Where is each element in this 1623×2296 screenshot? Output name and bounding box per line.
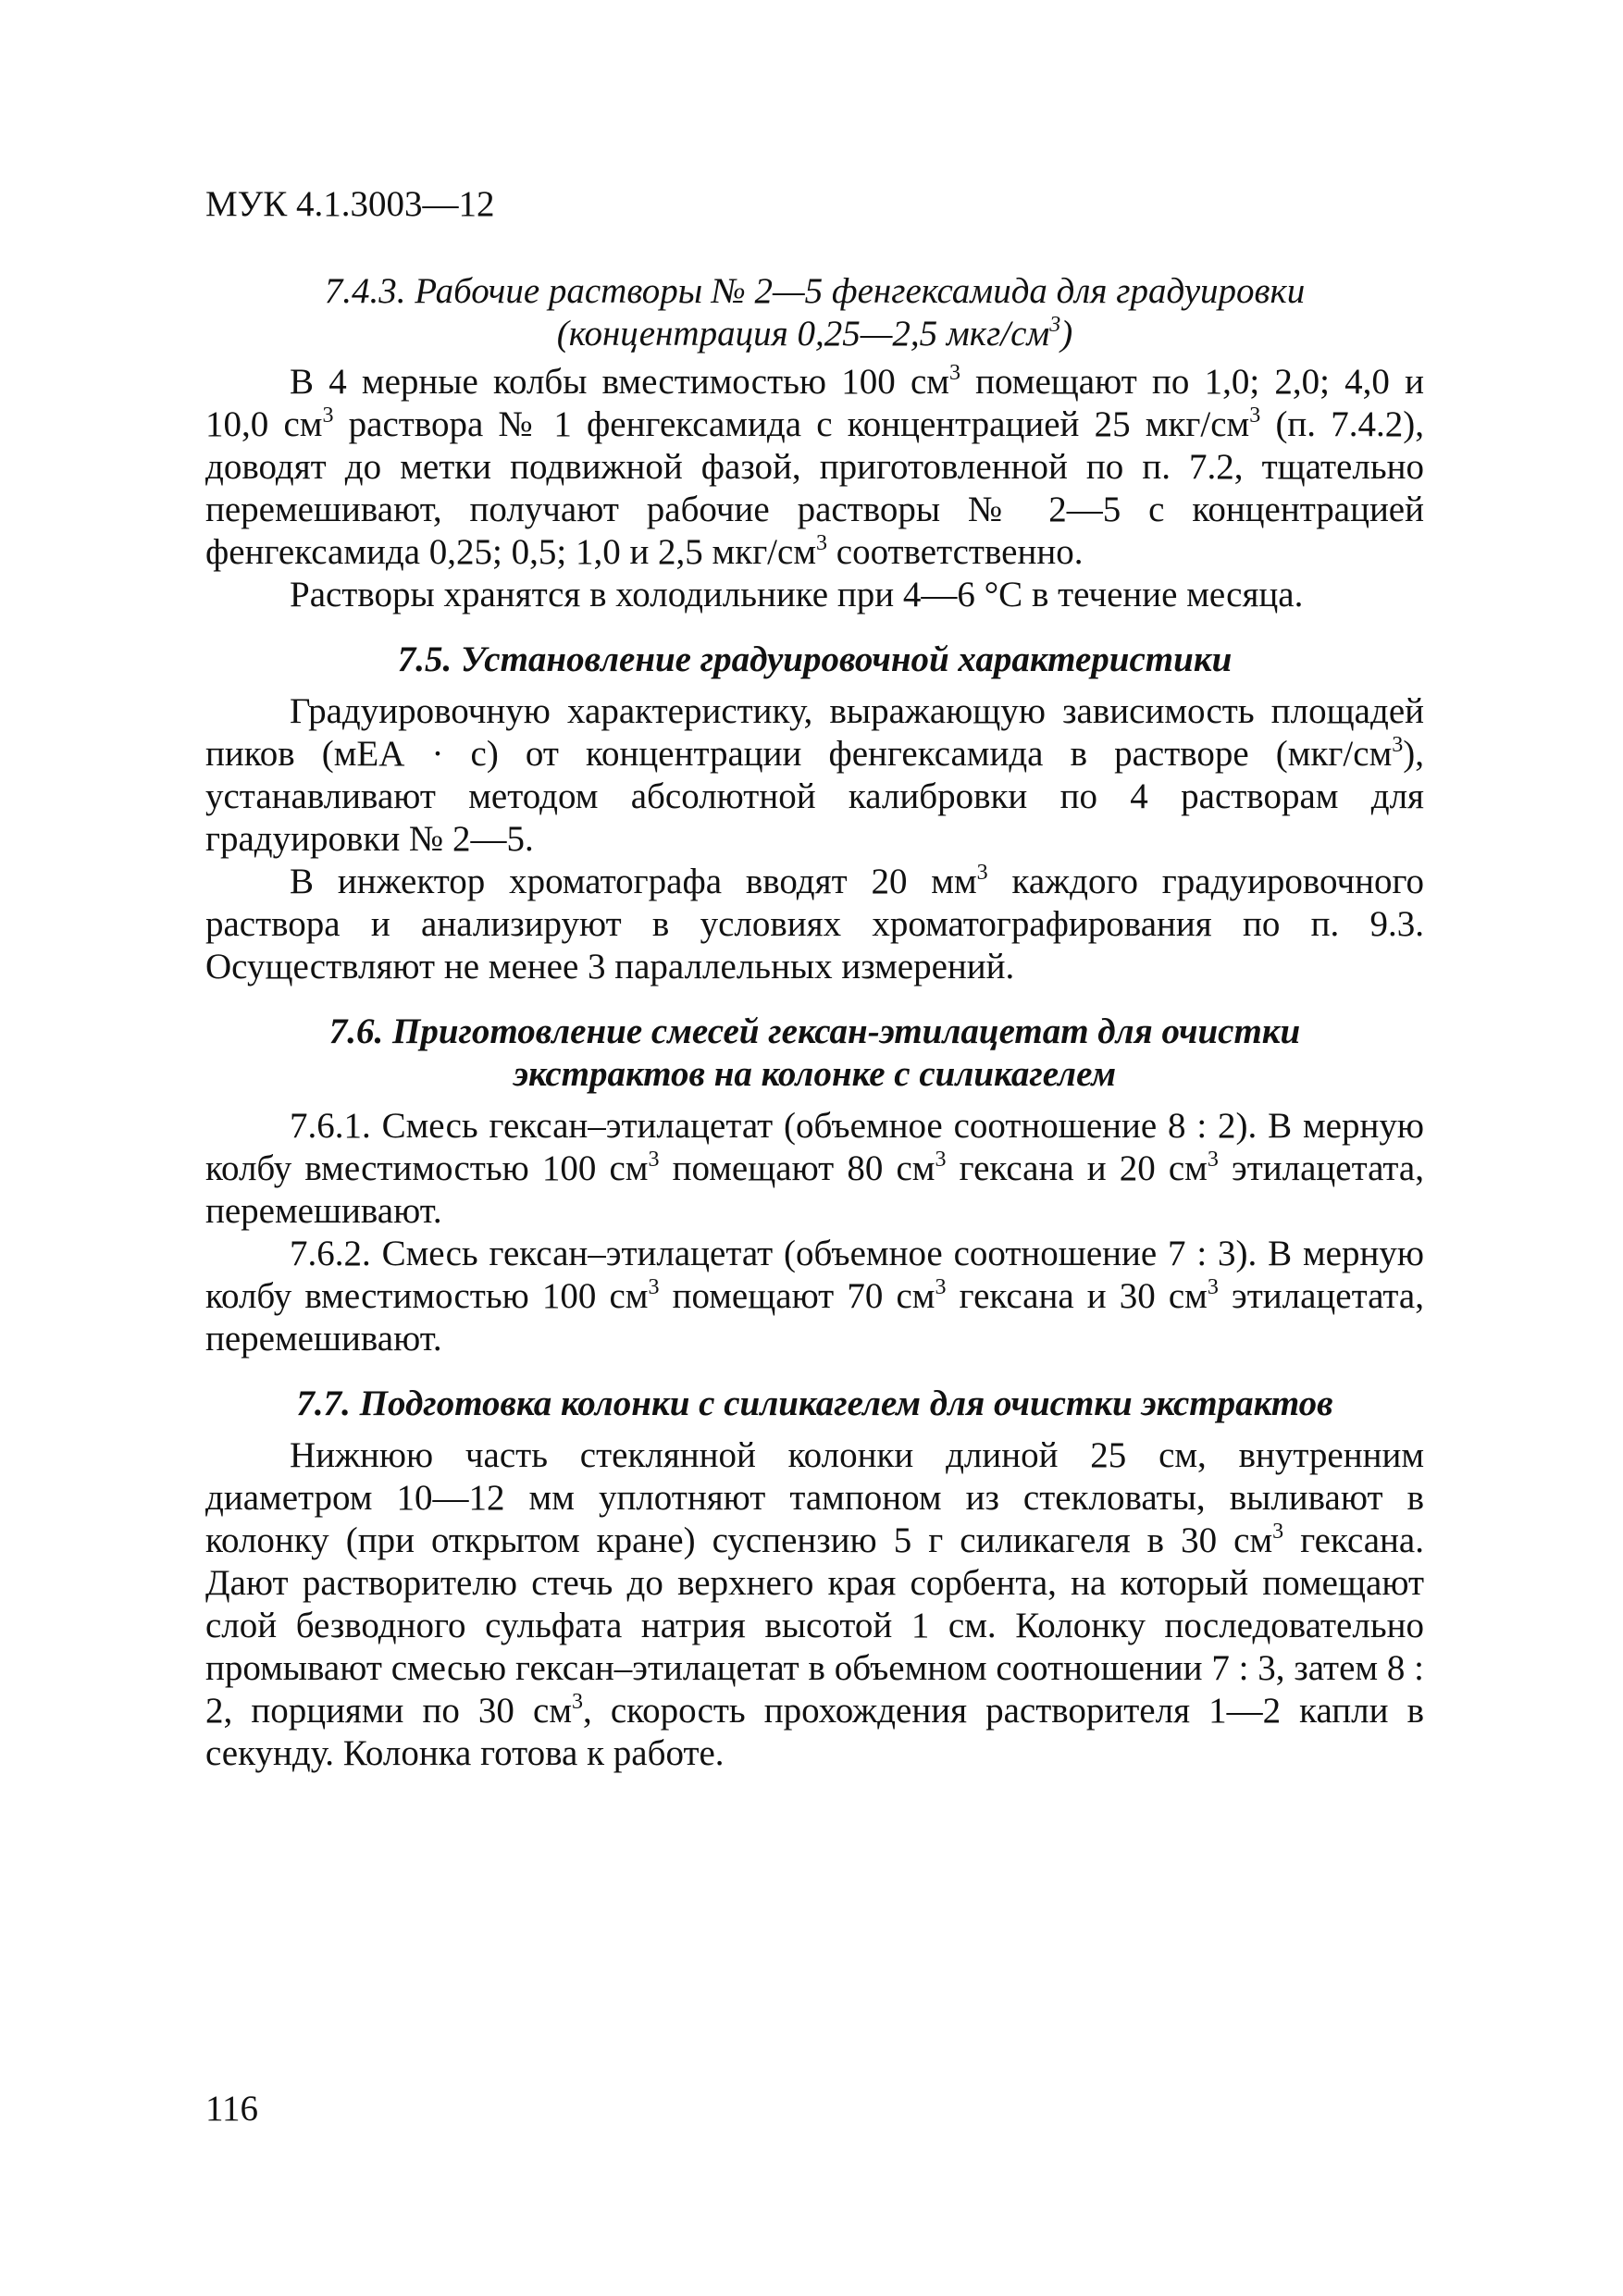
section-7-7-paragraph: [205, 1434, 1424, 1775]
superscript: 3: [648, 1148, 660, 1172]
superscript: 3: [572, 1690, 583, 1714]
superscript: 3: [1272, 1520, 1284, 1544]
text-run: , скорость прохождения растворителя 1—2 капли в секунду. Колонка готова к работе.: [205, 1691, 1424, 1773]
text-run: помещают 70 см: [659, 1276, 935, 1316]
section-7-5-paragraph-2: [205, 861, 1424, 988]
section-7-4-3-title-line2b: ): [1060, 314, 1073, 354]
section-7-5-title: 7.5. Установление градуировочной характеристики: [397, 639, 1233, 679]
superscript: 3: [1207, 1148, 1219, 1172]
section-7-4-3-title-line2a: (концентрация 0,25—2,5 мкг/см: [556, 314, 1050, 354]
superscript: 3: [948, 361, 960, 385]
superscript: 3: [816, 531, 828, 555]
section-7-4-3: [205, 270, 1424, 1775]
superscript: 3: [1207, 1275, 1219, 1299]
text-run: Градуировочную характеристику, выражающую зависимость площадей пиков (мЕА · с) от концентрации фенгексамида в растворе (мкг/см: [205, 691, 1424, 774]
text-run: В инжектор хроматографа вводят 20 мм: [290, 862, 977, 901]
text-run: помещают 80 см: [659, 1148, 935, 1188]
page-number: 116: [205, 2089, 259, 2128]
superscript: 3: [1049, 313, 1061, 337]
text-run: 7.6.1. Смесь гексан–этилацетат (объемное соотношение 8 : 2). В мерную колбу вместимостью 100 см: [205, 1106, 1424, 1188]
section-7-4-3-paragraph-2: Растворы хранятся в холодильнике при 4—6 °С в течение месяца.: [290, 575, 1304, 614]
superscript: 3: [976, 861, 988, 885]
superscript: 3: [1392, 733, 1404, 757]
superscript: 3: [322, 403, 334, 428]
section-7-6-title: [205, 1011, 1424, 1096]
section-7-7-title: 7.7. Подготовка колонки с силикагелем для очистки экстрактов: [296, 1384, 1333, 1423]
text-run: гексана. Дают растворителю стечь до верхнего края сорбента, на который помещают слой безводного сульфата натрия высотой 1 см. Колонку последовательно промывают смесью гексан–этилацетат в объемном соотношении 7 : 3, затем 8 : 2, порциями по 30 см: [205, 1520, 1424, 1731]
document-code-header: МУК 4.1.3003—12: [205, 184, 495, 224]
superscript: 3: [648, 1275, 660, 1299]
text-run: (п. 7.4.2), доводят до метки подвижной фазой, приготовленной по п. 7.2, тщательно перемешивают, получают рабочие растворы № 2—5 с концентрацией фенгексамида 0,25; 0,5; 1,0 и 2,5 мкг/см: [205, 404, 1424, 572]
section-7-4-3-title-line1: 7.4.3. Рабочие растворы № 2—5 фенгексамида для градуировки: [324, 271, 1306, 311]
section-7-5-paragraph-1: [205, 690, 1424, 861]
text-run: помещают по 1,0; 2,0; 4,0 и 10,0 см: [205, 362, 1424, 444]
superscript: 3: [935, 1148, 947, 1172]
text-run: Нижнюю часть стеклянной колонки длиной 25 см, внутренним диаметром 10—12 мм уплотняют тампоном из стекловаты, выливают в колонку (при открытом кране) суспензию 5 г силикагеля в 30 см: [205, 1435, 1424, 1560]
section-7-4-3-paragraph-1: [205, 361, 1424, 574]
text-run: этилацетата, перемешивают.: [205, 1148, 1424, 1231]
section-7-6-title-line2: экстрактов на колонке с силикагелем: [513, 1054, 1117, 1094]
text-run: 7.6.2. Смесь гексан–этилацетат (объемное соотношение 7 : 3). В мерную колбу вместимостью 100 см: [205, 1234, 1424, 1316]
text-run: В 4 мерные колбы вместимостью 100 см: [290, 362, 949, 402]
section-7-4-3-title: [205, 270, 1424, 355]
superscript: 3: [935, 1275, 947, 1299]
text-run: каждого градуировочного раствора и анализируют в условиях хроматографирования по п. 9.3. Осуществляют не менее 3 параллельных измерений.: [205, 862, 1424, 987]
section-7-6-title-line1: 7.6. Приготовление смесей гексан-этилацетат для очистки: [328, 1011, 1301, 1051]
text-run: раствора № 1 фенгексамида с концентрацией 25 мкг/см: [333, 404, 1250, 444]
text-run: ), устанавливают методом абсолютной калибровки по 4 растворам для градуировки № 2—5.: [205, 734, 1424, 859]
text-run: соответственно.: [827, 532, 1084, 572]
text-run: гексана и 30 см: [946, 1276, 1208, 1316]
text-run: гексана и 20 см: [946, 1148, 1208, 1188]
text-run: этилацетата, перемешивают.: [205, 1276, 1424, 1359]
section-7-6-1-paragraph: [205, 1105, 1424, 1233]
section-7-6-2-paragraph: [205, 1233, 1424, 1360]
superscript: 3: [1249, 403, 1261, 428]
